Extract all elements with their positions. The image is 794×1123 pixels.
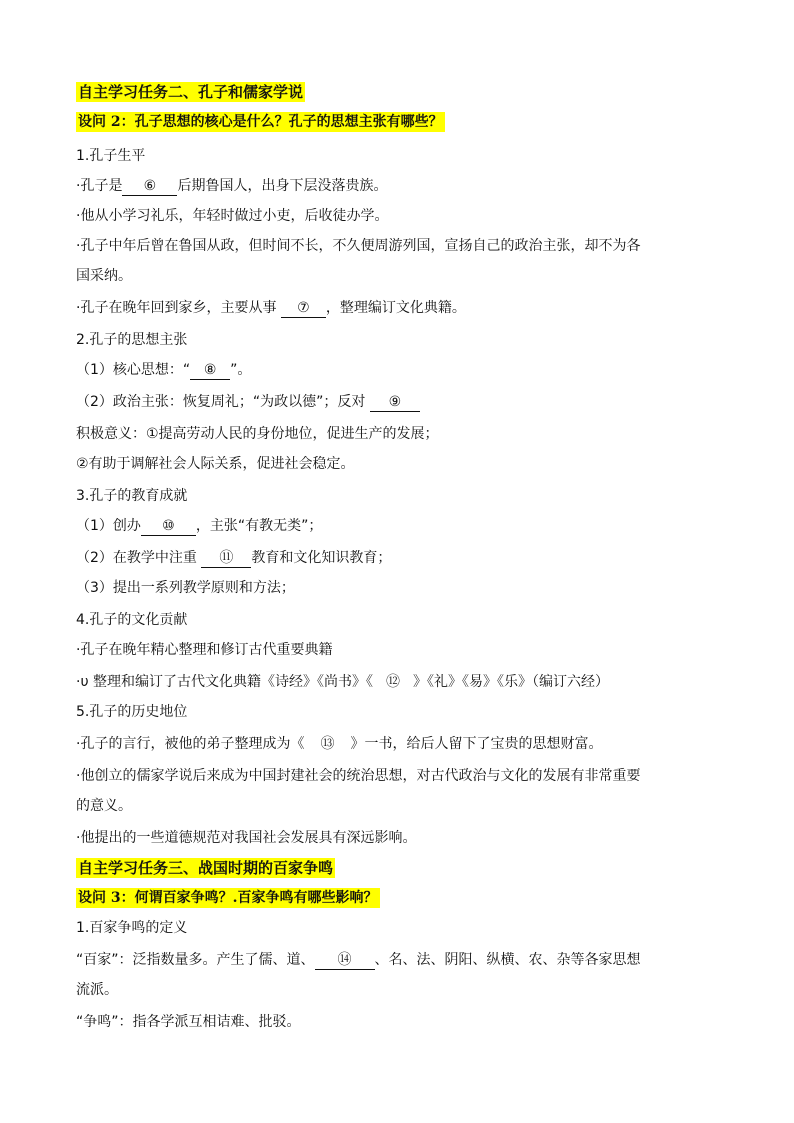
text-line: （1）核心思想：“ ⑧ ”。 <box>76 362 252 378</box>
text-line: ·他从小学习礼乐，年轻时做过小吏，后收徒办学。 <box>76 208 389 224</box>
text-line: ·υ 整理和编订了古代文化典籍《诗经》《尚书》《 ⑫ 》《礼》《易》《乐》（编订六经） <box>76 674 609 690</box>
heading-culture: 4.孔子的文化贡献 <box>76 612 188 628</box>
text-line: ·孔子在晚年回到家乡，主要从事 ⑦ ，整理编订文化典籍。 <box>76 300 466 316</box>
fill-blank-11: ⑪ <box>201 550 251 568</box>
fill-blank-14: ⑭ <box>315 952 375 970</box>
section-3-question: 设问 3：何谓百家争鸣？.百家争鸣有哪些影响？ <box>78 890 378 906</box>
section-2-title: 自主学习任务二、孔子和儒家学说 <box>78 83 304 101</box>
heading-confucius-life: 1.孔子生平 <box>76 148 146 164</box>
heading-definition: 1.百家争鸣的定义 <box>76 920 188 936</box>
text-line: ·孔子是 ⑥ 后期鲁国人，出身下层没落贵族。 <box>76 178 388 194</box>
fill-blank-8: ⑧ <box>190 362 230 380</box>
section-3-title: 自主学习任务三、战国时期的百家争鸣 <box>78 859 334 877</box>
text-line: ·孔子的言行，被他的弟子整理成为《 ⑬ 》一书，给后人留下了宝贵的思想财富。 <box>76 736 603 752</box>
text-line: （1）创办 ⑩ ，主张“有教无类”； <box>76 518 323 534</box>
text-line: ·他创立的儒家学说后来成为中国封建社会的统治思想，对古代政治与文化的发展有非常重要 <box>76 768 641 784</box>
fill-blank-10: ⑩ <box>141 518 196 536</box>
fill-blank-6: ⑥ <box>122 178 177 196</box>
text-line: （2）政治主张：恢复周礼；“为政以德”；反对 ⑨ <box>76 392 420 412</box>
section-2-question: 设问 2：孔子思想的核心是什么？孔子的思想主张有哪些？ <box>78 114 443 130</box>
text-line: ·他提出的一些道德规范对我国社会发展具有深远影响。 <box>76 830 417 846</box>
fill-blank-9: ⑨ <box>370 394 420 412</box>
fill-blank-7: ⑦ <box>281 300 326 318</box>
text-line: ·孔子在晚年精心整理和修订古代重要典籍 <box>76 642 333 658</box>
fill-blank-12: ⑫ <box>386 674 400 690</box>
text-line: ②有助于调解社会人际关系，促进社会稳定。 <box>76 456 355 472</box>
text-line: 积极意义：①提高劳动人民的身份地位，促进生产的发展； <box>76 426 439 442</box>
text-line: 国采纳。 <box>76 268 132 284</box>
text-line: “争鸣”：指各学派互相诘难、批驳。 <box>76 1014 301 1030</box>
text-line: ·孔子中年后曾在鲁国从政，但时间不长，不久便周游列国，宣扬自己的政治主张，却不为各 <box>76 238 641 254</box>
text-line: “百家”：泛指数量多。产生了儒、道、 ⑭ 、名、法、阴阳、纵横、农、杂等各家思想 <box>76 952 641 968</box>
fill-blank-13: ⑬ <box>320 736 335 752</box>
text-line: （3）提出一系列教学原则和方法； <box>76 580 295 596</box>
heading-history: 5.孔子的历史地位 <box>76 704 188 720</box>
text-line: 流派。 <box>76 982 118 998</box>
text-line: （2）在教学中注重 ⑪ 教育和文化知识教育； <box>76 550 392 566</box>
text-line: 的意义。 <box>76 798 132 814</box>
heading-education: 3.孔子的教育成就 <box>76 488 188 504</box>
heading-thought: 2.孔子的思想主张 <box>76 332 188 348</box>
